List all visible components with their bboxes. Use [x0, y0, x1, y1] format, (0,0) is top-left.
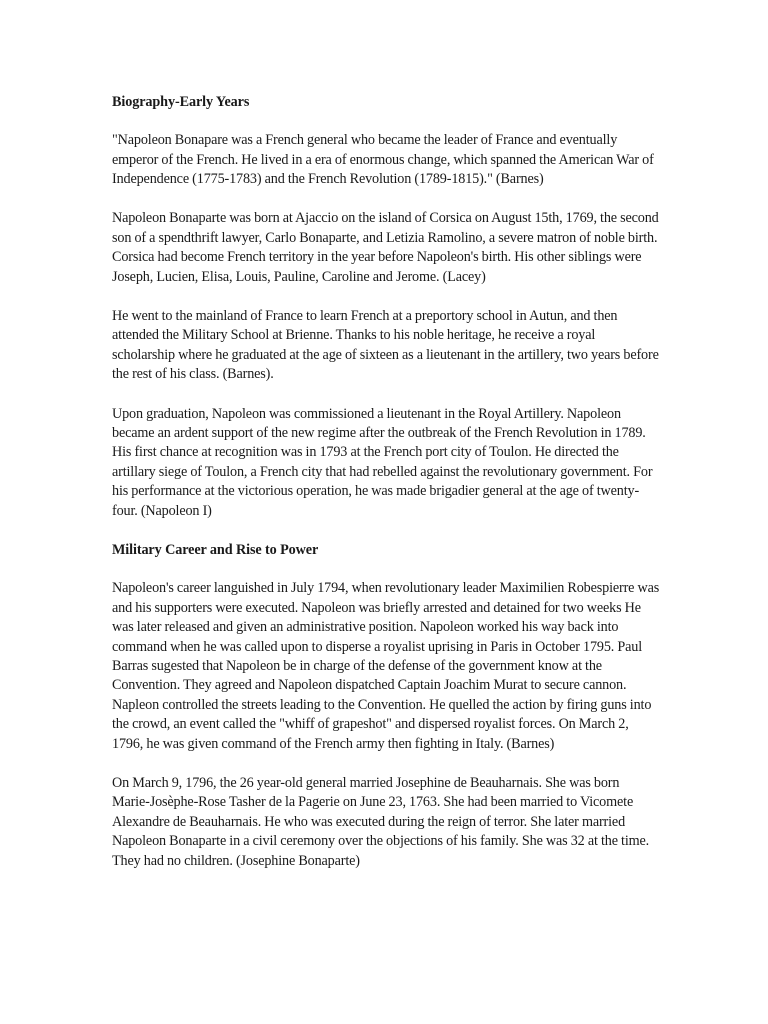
paragraph: Napoleon's career languished in July 1794, when revolutionary leader Maximilien Robespierre was and his supporters were executed. Napoleon was briefly arrested and detained for two weeks He was later released and given an administrative position. Napoleon worked his way back into command when he was called upon to disperse a royalist uprising in Paris in October 1795. Paul Barras sugested that Napoleon be in charge of the defense of the government know at the Convention. They agreed and Napoleon dispatched Captain Joachim Murat to secure cannon. Napleon controlled the streets leading to the Convention. He quelled the action by firing guns into the crowd, an event called the "whiff of grapeshot" and dispersed royalist forces. On March 2, 1796, he was given command of the French army then fighting in Italy. (Barnes) — [112, 580, 660, 752]
paragraph: Napoleon Bonaparte was born at Ajaccio on the island of Corsica on August 15th, 1769, the second son of a spendthrift lawyer, Carlo Bonaparte, and Letizia Ramolino, a severe matron of noble birth. Corsica had become French territory in the year before Napoleon's birth. His other siblings were Joseph, Lucien, Elisa, Louis, Pauline, Caroline and Jerome. (Lacey) — [112, 210, 659, 285]
paragraph: Upon graduation, Napoleon was commissioned a lieutenant in the Royal Artillery. Napoleon became an ardent support of the new regime after the outbreak of the French Revolution in 1789. His first chance at recognition was in 1793 at the French port city of Toulon. He directed the artillary siege of Toulon, a French city that had rebelled against the revolutionary government. For his performance at the victorious operation, he was made brigadier general at the age of twenty-four. (Napoleon I) — [112, 405, 653, 519]
paragraph: On March 9, 1796, the 26 year-old general married Josephine de Beauharnais. She was born Marie-Josèphe-Rose Tasher de la Pagerie on June 23, 1763. She had been married to Vicomete Alexandre de Beauharnais. He who was executed during the reign of terror. She later married Napoleon Bonaparte in a civil ceremony over the objections of his family. She was 32 at the time. They had no children. (Josephine Bonaparte) — [112, 774, 650, 869]
section-heading-early-years: Biography-Early Years — [112, 94, 250, 110]
section-heading-military-career: Military Career and Rise to Power — [112, 542, 319, 559]
paragraph: He went to the mainland of France to learn French at a preportory school in Autun, and then attended the Military School at Brienne. Thanks to his noble heritage, he receive a royal scholarship where he graduated at the age of sixteen as a lieutenant in the artillery, two years before the rest of his class. (Barnes). — [112, 308, 659, 383]
document-page — [112, 93, 660, 891]
paragraph: "Napoleon Bonapare was a French general who became the leader of France and eventually emperor of the French. He lived in a era of enormous change, which spanned the American War of Independence (1775-1783) and the French Revolution (1789-1815)." (Barnes) — [112, 132, 654, 188]
